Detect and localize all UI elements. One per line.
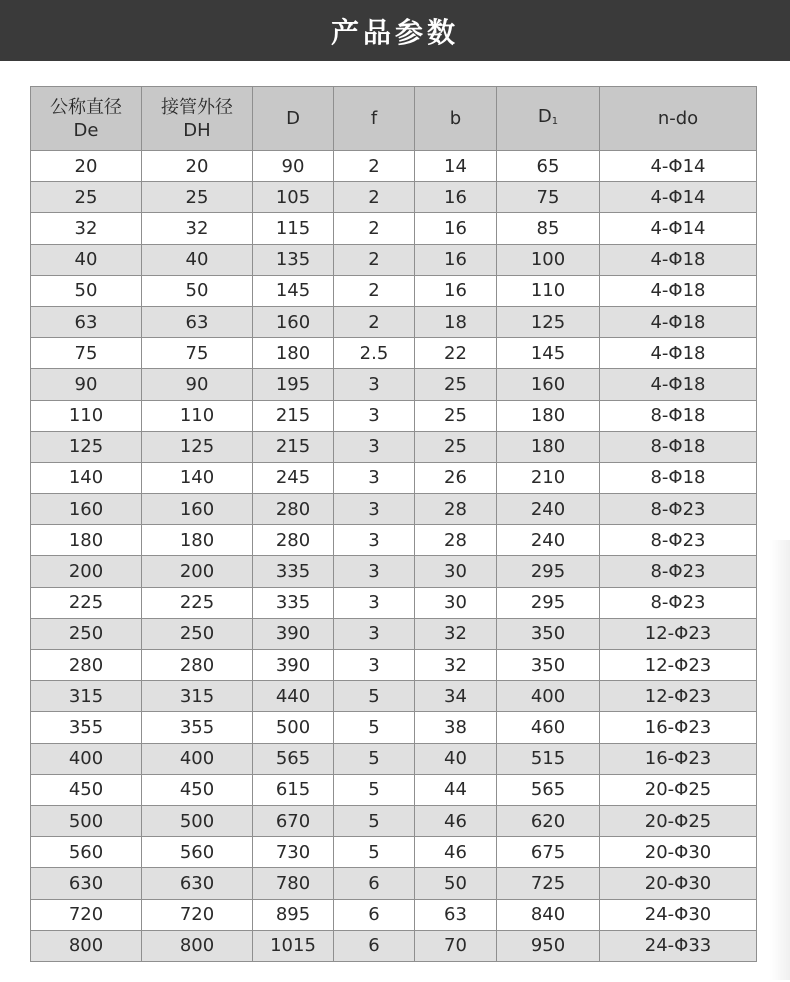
cell-f: 2 — [334, 151, 415, 182]
header-n-do — [600, 87, 757, 151]
cell-b: 32 — [415, 618, 497, 649]
cell-f: 2 — [334, 306, 415, 337]
cell-n-do: 8-Φ23 — [600, 556, 757, 587]
cell-dh: 225 — [142, 587, 253, 618]
cell-d: 105 — [253, 182, 334, 213]
cell-n-do: 8-Φ18 — [600, 400, 757, 431]
cell-b: 50 — [415, 868, 497, 899]
cell-d1: 620 — [497, 805, 600, 836]
cell-d1: 840 — [497, 899, 600, 930]
cell-b: 30 — [415, 587, 497, 618]
cell-f: 3 — [334, 556, 415, 587]
header-f-label: f — [370, 108, 378, 129]
table-row — [31, 369, 757, 400]
table-row — [31, 338, 757, 369]
cell-dh: 75 — [142, 338, 253, 369]
cell-de: 450 — [31, 774, 142, 805]
header-n-do-label: n-do — [657, 108, 699, 129]
product-parameters-table-container — [30, 86, 756, 962]
cell-b: 34 — [415, 681, 497, 712]
cell-n-do: 8-Φ18 — [600, 431, 757, 462]
cell-n-do: 24-Φ30 — [600, 899, 757, 930]
header-d1-label: D — [537, 105, 552, 127]
cell-de: 200 — [31, 556, 142, 587]
cell-dh: 25 — [142, 182, 253, 213]
cell-dh: 140 — [142, 462, 253, 493]
cell-n-do: 8-Φ23 — [600, 587, 757, 618]
cell-dh: 400 — [142, 743, 253, 774]
cell-f: 2 — [334, 213, 415, 244]
cell-b: 46 — [415, 805, 497, 836]
cell-de: 315 — [31, 681, 142, 712]
table-row — [31, 650, 757, 681]
cell-de: 63 — [31, 306, 142, 337]
cell-f: 3 — [334, 462, 415, 493]
table-row — [31, 462, 757, 493]
cell-d1: 75 — [497, 182, 600, 213]
cell-d: 335 — [253, 587, 334, 618]
cell-dh: 720 — [142, 899, 253, 930]
cell-dh: 125 — [142, 431, 253, 462]
cell-d: 160 — [253, 306, 334, 337]
cell-n-do: 12-Φ23 — [600, 681, 757, 712]
cell-d1: 950 — [497, 930, 600, 961]
cell-n-do: 8-Φ18 — [600, 462, 757, 493]
cell-f: 5 — [334, 774, 415, 805]
cell-de: 180 — [31, 525, 142, 556]
table-row — [31, 774, 757, 805]
cell-f: 3 — [334, 587, 415, 618]
cell-b: 32 — [415, 650, 497, 681]
cell-dh: 315 — [142, 681, 253, 712]
cell-dh: 250 — [142, 618, 253, 649]
cell-n-do: 16-Φ23 — [600, 712, 757, 743]
cell-d: 115 — [253, 213, 334, 244]
cell-d: 280 — [253, 494, 334, 525]
cell-b: 44 — [415, 774, 497, 805]
table-row — [31, 868, 757, 899]
cell-b: 46 — [415, 837, 497, 868]
cell-f: 3 — [334, 369, 415, 400]
cell-de: 25 — [31, 182, 142, 213]
cell-f: 5 — [334, 712, 415, 743]
cell-b: 63 — [415, 899, 497, 930]
cell-dh: 40 — [142, 244, 253, 275]
cell-de: 32 — [31, 213, 142, 244]
table-row — [31, 275, 757, 306]
cell-d: 245 — [253, 462, 334, 493]
cell-b: 70 — [415, 930, 497, 961]
cell-d1: 240 — [497, 494, 600, 525]
cell-de: 400 — [31, 743, 142, 774]
cell-b: 16 — [415, 275, 497, 306]
cell-b: 25 — [415, 400, 497, 431]
cell-de: 250 — [31, 618, 142, 649]
cell-n-do: 20-Φ25 — [600, 805, 757, 836]
cell-d1: 180 — [497, 400, 600, 431]
cell-de: 20 — [31, 151, 142, 182]
cell-de: 280 — [31, 650, 142, 681]
cell-d: 440 — [253, 681, 334, 712]
cell-f: 2 — [334, 275, 415, 306]
cell-n-do: 4-Φ18 — [600, 369, 757, 400]
header-nominal-diameter-cn: 公称直径 — [50, 96, 122, 118]
cell-dh: 630 — [142, 868, 253, 899]
table-row — [31, 805, 757, 836]
cell-n-do: 4-Φ14 — [600, 213, 757, 244]
cell-d: 390 — [253, 650, 334, 681]
table-row — [31, 525, 757, 556]
cell-dh: 160 — [142, 494, 253, 525]
header-pipe-outer-diameter-cn: 接管外径 — [161, 96, 233, 118]
table-row — [31, 306, 757, 337]
cell-f: 3 — [334, 650, 415, 681]
cell-de: 50 — [31, 275, 142, 306]
cell-de: 90 — [31, 369, 142, 400]
cell-f: 6 — [334, 930, 415, 961]
table-header-row — [31, 87, 757, 151]
cell-n-do: 4-Φ14 — [600, 151, 757, 182]
cell-d: 615 — [253, 774, 334, 805]
table-row — [31, 244, 757, 275]
cell-b: 25 — [415, 431, 497, 462]
cell-f: 2.5 — [334, 338, 415, 369]
cell-d: 670 — [253, 805, 334, 836]
table-row — [31, 743, 757, 774]
cell-de: 110 — [31, 400, 142, 431]
cell-d: 565 — [253, 743, 334, 774]
cell-de: 720 — [31, 899, 142, 930]
cell-d1: 460 — [497, 712, 600, 743]
cell-f: 5 — [334, 837, 415, 868]
cell-de: 500 — [31, 805, 142, 836]
cell-n-do: 24-Φ33 — [600, 930, 757, 961]
table-row — [31, 182, 757, 213]
cell-d: 90 — [253, 151, 334, 182]
cell-dh: 20 — [142, 151, 253, 182]
cell-f: 2 — [334, 244, 415, 275]
cell-d1: 65 — [497, 151, 600, 182]
cell-b: 16 — [415, 213, 497, 244]
cell-n-do: 4-Φ18 — [600, 306, 757, 337]
cell-d1: 100 — [497, 244, 600, 275]
cell-dh: 110 — [142, 400, 253, 431]
cell-f: 3 — [334, 525, 415, 556]
cell-de: 800 — [31, 930, 142, 961]
cell-d1: 210 — [497, 462, 600, 493]
cell-de: 75 — [31, 338, 142, 369]
cell-f: 6 — [334, 899, 415, 930]
cell-dh: 355 — [142, 712, 253, 743]
cell-d: 215 — [253, 431, 334, 462]
cell-d1: 400 — [497, 681, 600, 712]
cell-dh: 63 — [142, 306, 253, 337]
cell-dh: 450 — [142, 774, 253, 805]
table-row — [31, 681, 757, 712]
table-row — [31, 899, 757, 930]
cell-d: 195 — [253, 369, 334, 400]
table-row — [31, 930, 757, 961]
cell-de: 630 — [31, 868, 142, 899]
cell-d: 135 — [253, 244, 334, 275]
table-row — [31, 213, 757, 244]
cell-d1: 295 — [497, 587, 600, 618]
header-b — [415, 87, 497, 151]
cell-d: 280 — [253, 525, 334, 556]
cell-d1: 350 — [497, 618, 600, 649]
cell-dh: 280 — [142, 650, 253, 681]
cell-d: 215 — [253, 400, 334, 431]
cell-d1: 85 — [497, 213, 600, 244]
header-d-label: D — [286, 108, 300, 129]
cell-n-do: 4-Φ14 — [600, 182, 757, 213]
table-row — [31, 400, 757, 431]
cell-b: 25 — [415, 369, 497, 400]
header-nominal-diameter-code: De — [73, 119, 99, 141]
cell-d1: 180 — [497, 431, 600, 462]
header-d — [253, 87, 334, 151]
cell-d: 730 — [253, 837, 334, 868]
cell-b: 28 — [415, 525, 497, 556]
page-title: 产品参数 — [330, 15, 459, 49]
cell-n-do: 4-Φ18 — [600, 275, 757, 306]
cell-b: 40 — [415, 743, 497, 774]
cell-f: 5 — [334, 805, 415, 836]
cell-d: 1015 — [253, 930, 334, 961]
cell-n-do: 4-Φ18 — [600, 244, 757, 275]
cell-n-do: 20-Φ30 — [600, 868, 757, 899]
cell-b: 28 — [415, 494, 497, 525]
cell-d1: 725 — [497, 868, 600, 899]
table-row — [31, 494, 757, 525]
cell-n-do: 12-Φ23 — [600, 650, 757, 681]
cell-dh: 500 — [142, 805, 253, 836]
cell-n-do: 4-Φ18 — [600, 338, 757, 369]
cell-n-do: 20-Φ30 — [600, 837, 757, 868]
cell-f: 3 — [334, 494, 415, 525]
cell-d: 390 — [253, 618, 334, 649]
cell-b: 30 — [415, 556, 497, 587]
cell-n-do: 8-Φ23 — [600, 525, 757, 556]
table-row — [31, 712, 757, 743]
header-pipe-outer-diameter — [142, 87, 253, 151]
cell-dh: 90 — [142, 369, 253, 400]
table-row — [31, 151, 757, 182]
cell-dh: 800 — [142, 930, 253, 961]
header-d1-subscript: 1 — [551, 115, 559, 127]
cell-b: 14 — [415, 151, 497, 182]
header-nominal-diameter — [31, 87, 142, 151]
header-pipe-outer-diameter-code: DH — [183, 119, 211, 141]
cell-dh: 32 — [142, 213, 253, 244]
table-row — [31, 618, 757, 649]
table-row — [31, 556, 757, 587]
cell-f: 3 — [334, 431, 415, 462]
cell-d1: 240 — [497, 525, 600, 556]
cell-f: 5 — [334, 743, 415, 774]
cell-d1: 675 — [497, 837, 600, 868]
cell-n-do: 12-Φ23 — [600, 618, 757, 649]
cell-de: 225 — [31, 587, 142, 618]
cell-d: 780 — [253, 868, 334, 899]
cell-f: 2 — [334, 182, 415, 213]
cell-de: 140 — [31, 462, 142, 493]
table-body — [31, 151, 757, 962]
header-d1 — [497, 87, 600, 151]
table-row — [31, 837, 757, 868]
cell-dh: 560 — [142, 837, 253, 868]
cell-d1: 110 — [497, 275, 600, 306]
header-b-label: b — [449, 108, 462, 129]
cell-dh: 200 — [142, 556, 253, 587]
cell-de: 355 — [31, 712, 142, 743]
cell-d: 180 — [253, 338, 334, 369]
cell-b: 38 — [415, 712, 497, 743]
cell-de: 160 — [31, 494, 142, 525]
cell-d1: 125 — [497, 306, 600, 337]
cell-n-do: 16-Φ23 — [600, 743, 757, 774]
cell-b: 16 — [415, 244, 497, 275]
cell-d1: 565 — [497, 774, 600, 805]
cell-b: 26 — [415, 462, 497, 493]
cell-f: 5 — [334, 681, 415, 712]
cell-b: 22 — [415, 338, 497, 369]
cell-d1: 145 — [497, 338, 600, 369]
cell-d: 335 — [253, 556, 334, 587]
cell-d: 500 — [253, 712, 334, 743]
cell-d1: 515 — [497, 743, 600, 774]
cell-n-do: 20-Φ25 — [600, 774, 757, 805]
cell-d: 895 — [253, 899, 334, 930]
cell-d1: 160 — [497, 369, 600, 400]
product-parameters-table — [30, 86, 757, 962]
cell-d: 145 — [253, 275, 334, 306]
cell-dh: 50 — [142, 275, 253, 306]
table-row — [31, 431, 757, 462]
cell-n-do: 8-Φ23 — [600, 494, 757, 525]
cell-b: 18 — [415, 306, 497, 337]
cell-f: 3 — [334, 400, 415, 431]
cell-de: 560 — [31, 837, 142, 868]
table-row — [31, 587, 757, 618]
header-f — [334, 87, 415, 151]
cell-f: 6 — [334, 868, 415, 899]
cell-d1: 350 — [497, 650, 600, 681]
cell-dh: 180 — [142, 525, 253, 556]
cell-f: 3 — [334, 618, 415, 649]
title-banner — [0, 0, 790, 61]
cell-de: 40 — [31, 244, 142, 275]
cell-b: 16 — [415, 182, 497, 213]
cell-d1: 295 — [497, 556, 600, 587]
cell-de: 125 — [31, 431, 142, 462]
right-edge-shading — [770, 540, 790, 980]
